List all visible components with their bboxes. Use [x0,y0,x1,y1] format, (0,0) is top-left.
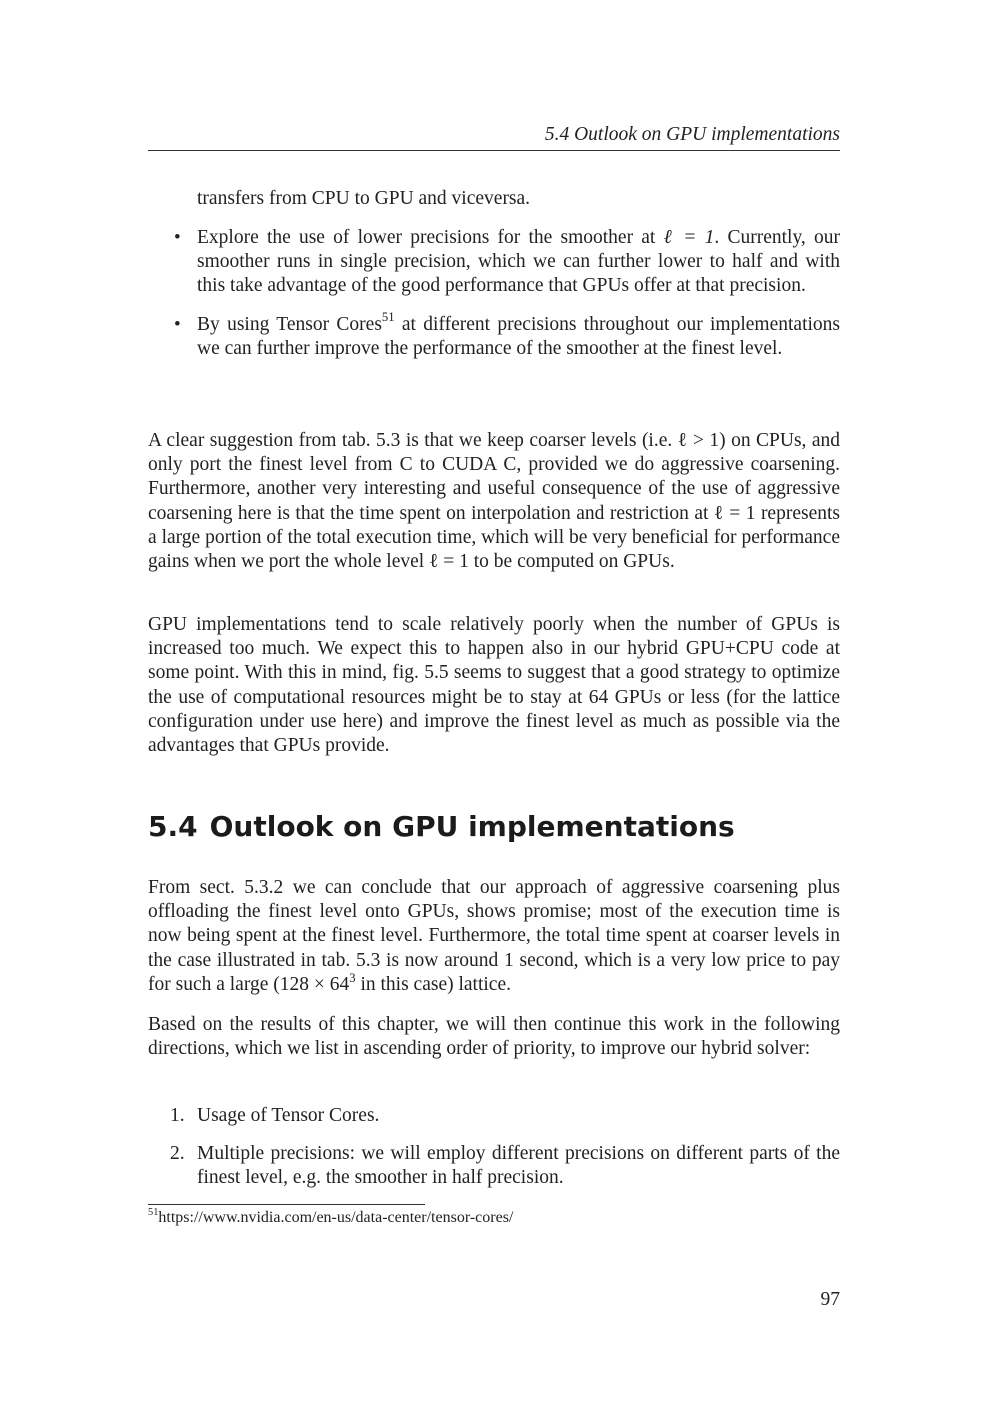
bullet-icon: • [174,227,181,248]
list-item [148,1104,840,1128]
page-number: 97 [820,1289,840,1310]
bullet-text: By using Tensor Cores [197,313,382,335]
header-rule [148,150,840,151]
list-text: Usage of Tensor Cores. [197,1105,380,1126]
list-text: Multiple precisions: we will employ different precisions on different parts of the finest level, e.g. the smoother in half precision. [197,1143,840,1189]
bullet-item [148,310,840,361]
section-heading [148,807,840,847]
footnote-rule [148,1204,425,1205]
bullet-list [148,226,840,375]
bullet-text: at different precisions throughout our implementations we can further improve the performance of the smoother at the finest level. [197,313,840,359]
list-number: 1. [170,1105,185,1126]
math-inline: ℓ = 1 [663,227,715,248]
footnote-mark: 51 [148,1207,159,1219]
running-header: 5.4 Outlook on GPU implementations [544,124,840,145]
paragraph-text: From sect. 5.3.2 we can conclude that our approach of aggressive coarsening plus offloading the finest level onto GPUs, shows promise; most of the execution time is now being spent at the finest level. Furthermore, the total time spent at coarser levels in the case illustrated in tab. 5.3 is now around 1 second, which is a very low price to pay for such a large (128 × 64 [148,877,840,995]
section-title: Outlook on GPU implementations [209,810,735,843]
numbered-list [148,1104,840,1205]
section-number: 5.4 [148,810,198,843]
footnote [148,1208,840,1228]
paragraph [148,876,840,997]
paragraph: GPU implementations tend to scale relatively poorly when the number of GPUs is increased too much. We expect this to happen also in our hybrid GPU+CPU code at some point. With this in mind, fig. 5.5 seems to suggest that a good strategy to optimize the use of computational resources might be to stay at 64 GPUs or less (for the lattice configuration under use here) and improve the finest level as much as possible via the advantages that GPUs provide. [148,614,840,757]
bullet-item [148,226,840,299]
footnote-marker[interactable]: 51 [381,310,395,325]
paragraph: Based on the results of this chapter, we will then continue this work in the following directions, which we list in ascending order of priority, to improve our hybrid solver: [148,1014,840,1060]
bullet-icon: • [174,313,181,335]
bullet-text: . Currently, our smoother runs in single precision, which we can further lower to half and with this take advantage of the good performance that GPUs offer at that precision. [197,227,841,297]
continuation-text: transfers from CPU to GPU and viceversa. [197,188,531,209]
footnote-link[interactable]: https://www.nvidia.com/en-us/data-center/tensor-cores/ [158,1209,514,1226]
list-number: 2. [170,1143,185,1165]
paragraph: A clear suggestion from tab. 5.3 is that we keep coarser levels (i.e. ℓ > 1) on CPUs, and only port the finest level from C to CUDA C, provided we do aggressive coarsening. Furthermore, another very interesting and useful consequence of the use of aggressive coarsening here is that the time spent on interpolation and restriction at ℓ = 1 represents a large portion of the total execution time, which will be very beneficial for performance gains when we port the whole level ℓ = 1 to be computed on GPUs. [148,430,840,573]
paragraph-text: in this case) lattice. [355,973,511,995]
superscript: 3 [349,970,356,985]
bullet-text: Explore the use of lower precisions for the smoother at [197,227,664,248]
list-item [148,1142,840,1190]
